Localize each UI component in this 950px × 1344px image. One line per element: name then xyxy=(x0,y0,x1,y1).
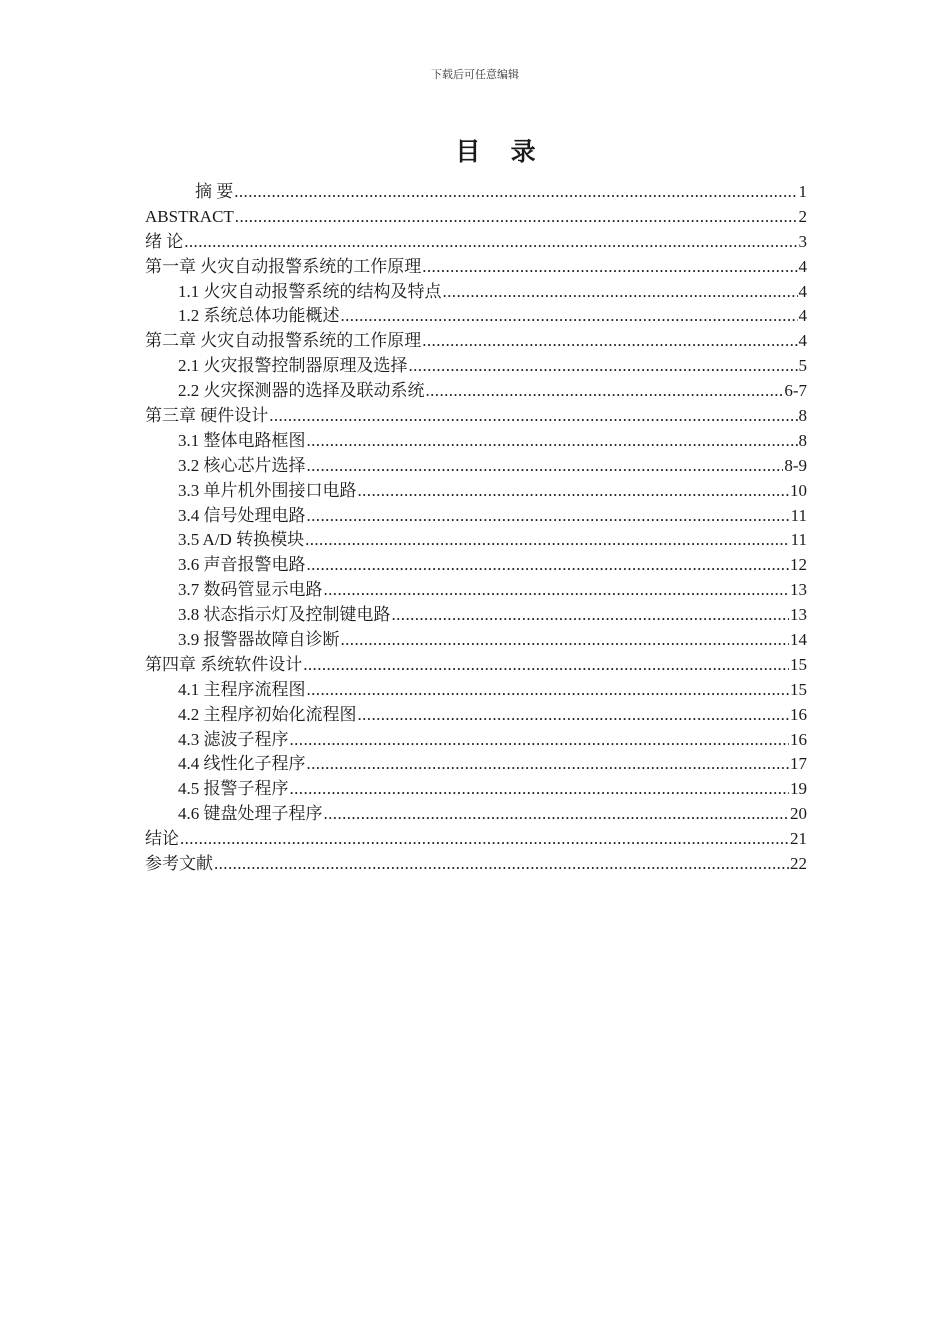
toc-dot-leader xyxy=(324,578,790,603)
toc-entry[interactable] xyxy=(145,379,807,404)
toc-entry-label: 2.2 火灾探测器的选择及联动系统 xyxy=(178,381,425,401)
toc-dot-leader xyxy=(426,379,784,404)
toc-entry[interactable] xyxy=(145,329,807,354)
toc-entry[interactable] xyxy=(145,603,807,628)
toc-entry-page: 11 xyxy=(790,530,807,550)
toc-entry[interactable] xyxy=(145,628,807,653)
toc-entry-label: 4.2 主程序初始化流程图 xyxy=(178,704,357,724)
toc-entry-label: 第二章 火灾自动报警系统的工作原理 xyxy=(145,331,422,351)
toc-entry-page: 20 xyxy=(790,804,807,824)
toc-entry-label: 3.2 核心芯片选择 xyxy=(178,455,306,475)
toc-entry-label: 第三章 硬件设计 xyxy=(145,406,269,426)
toc-entry-page: 1 xyxy=(798,182,807,201)
toc-dot-leader xyxy=(307,504,790,529)
toc-entry-label: 3.8 状态指示灯及控制键电路 xyxy=(178,605,391,625)
toc-entry-page: 14 xyxy=(790,630,807,650)
toc-entry[interactable] xyxy=(145,354,807,379)
toc-entry-page: 13 xyxy=(790,580,807,600)
toc-entry[interactable] xyxy=(145,404,807,429)
toc-entry-page: 13 xyxy=(790,605,807,625)
toc-entry[interactable] xyxy=(145,504,807,529)
toc-dot-leader xyxy=(443,280,798,305)
toc-entry-label: 3.7 数码管显示电路 xyxy=(178,580,323,600)
toc-entry-page: 15 xyxy=(790,679,807,699)
toc-dot-leader xyxy=(422,255,797,280)
toc-entry[interactable] xyxy=(145,528,807,553)
toc-entry[interactable] xyxy=(145,280,807,305)
toc-entry-page: 2 xyxy=(798,206,807,226)
toc-entry-page: 4 xyxy=(798,306,807,326)
toc-dot-leader xyxy=(341,628,790,653)
toc-entry[interactable] xyxy=(145,777,807,802)
toc-entry[interactable] xyxy=(145,205,807,230)
toc-dot-leader xyxy=(358,479,790,504)
toc-entry-page: 4 xyxy=(798,281,807,301)
toc-entry[interactable] xyxy=(145,802,807,827)
toc-dot-leader xyxy=(307,553,790,578)
toc-dot-leader xyxy=(290,728,790,753)
toc-entry-label: 结论 xyxy=(145,829,179,849)
toc-dot-leader xyxy=(290,777,790,802)
toc-dot-leader xyxy=(341,304,798,329)
toc-entry-page: 22 xyxy=(790,854,807,874)
toc-entry-page: 6-7 xyxy=(784,381,807,401)
toc-entry[interactable] xyxy=(145,230,807,255)
toc-dot-leader xyxy=(307,429,798,454)
toc-entry-page: 15 xyxy=(790,654,807,674)
toc-entry-page: 8 xyxy=(798,430,807,450)
toc-entry-label: 4.5 报警子程序 xyxy=(178,779,289,799)
toc-entry-page: 4 xyxy=(798,331,807,351)
toc-entry[interactable] xyxy=(145,255,807,280)
toc-dot-leader xyxy=(307,454,784,479)
toc-dot-leader xyxy=(392,603,790,628)
toc-dot-leader xyxy=(409,354,798,379)
toc-entry-page: 17 xyxy=(790,754,807,774)
toc-entry[interactable] xyxy=(145,429,807,454)
toc-entry-page: 8-9 xyxy=(784,455,807,475)
toc-dot-leader xyxy=(184,230,797,255)
toc-entry-label: 3.3 单片机外围接口电路 xyxy=(178,480,357,500)
toc-entry-page: 10 xyxy=(790,480,807,500)
toc-entry[interactable] xyxy=(145,752,807,777)
toc-dot-leader xyxy=(303,653,789,678)
toc-entry-label: 第一章 火灾自动报警系统的工作原理 xyxy=(145,256,422,276)
toc-title: 目 录 xyxy=(455,139,548,166)
toc-entry-label: 4.3 滤波子程序 xyxy=(178,729,289,749)
toc-entry-page: 5 xyxy=(798,356,807,376)
toc-entry[interactable] xyxy=(145,703,807,728)
toc-entry[interactable] xyxy=(145,180,807,205)
toc-entry[interactable] xyxy=(145,454,807,479)
toc-dot-leader xyxy=(234,180,797,205)
toc-entry-page: 16 xyxy=(790,729,807,749)
toc-entry-label: 3.6 声音报警电路 xyxy=(178,555,306,575)
toc-entry-label: 参考文献 xyxy=(145,854,213,874)
toc-entry-page: 16 xyxy=(790,704,807,724)
toc-entry-label: 4.6 键盘处理子程序 xyxy=(178,804,323,824)
toc-dot-leader xyxy=(358,703,790,728)
toc-entry[interactable] xyxy=(145,304,807,329)
toc-dot-leader xyxy=(180,827,789,852)
toc-entry-page: 12 xyxy=(790,555,807,575)
toc-entry-label: 2.1 火灾报警控制器原理及选择 xyxy=(178,356,408,376)
toc-entry-page: 11 xyxy=(790,505,807,525)
toc-dot-leader xyxy=(324,802,790,827)
toc-entry-label: 摘 要 xyxy=(195,182,234,201)
toc-entry-label: 3.9 报警器故障自诊断 xyxy=(178,630,340,650)
toc-entry-label: 4.1 主程序流程图 xyxy=(178,679,306,699)
toc-entry[interactable] xyxy=(145,827,807,852)
toc-entry-label: 1.1 火灾自动报警系统的结构及特点 xyxy=(178,281,442,301)
toc-dot-leader xyxy=(305,528,790,553)
toc-dot-leader xyxy=(214,852,789,877)
header-note: 下载后可任意编辑 xyxy=(431,69,519,81)
toc-dot-leader xyxy=(307,678,790,703)
toc-entry-label: 3.5 A/D 转换模块 xyxy=(178,530,305,550)
toc-entry[interactable] xyxy=(145,653,807,678)
toc-entry[interactable] xyxy=(145,553,807,578)
toc-dot-leader xyxy=(235,205,798,230)
toc-dot-leader xyxy=(422,329,797,354)
toc-dot-leader xyxy=(269,404,797,429)
toc-entry-label: 3.4 信号处理电路 xyxy=(178,505,306,525)
toc-entry-page: 19 xyxy=(790,779,807,799)
toc-entry-page: 8 xyxy=(798,406,807,426)
toc-entry-label: ABSTRACT xyxy=(145,206,234,226)
toc-entry-label: 4.4 线性化子程序 xyxy=(178,754,306,774)
table-of-contents xyxy=(145,180,807,877)
toc-entry-label: 第四章 系统软件设计 xyxy=(145,654,303,674)
toc-entry[interactable] xyxy=(145,728,807,753)
toc-entry[interactable] xyxy=(145,479,807,504)
toc-entry[interactable] xyxy=(145,852,807,877)
toc-entry[interactable] xyxy=(145,578,807,603)
toc-entry-label: 1.2 系统总体功能概述 xyxy=(178,306,340,326)
toc-dot-leader xyxy=(307,752,790,777)
toc-entry[interactable] xyxy=(145,678,807,703)
toc-entry-page: 21 xyxy=(790,829,807,849)
toc-entry-label: 3.1 整体电路框图 xyxy=(178,430,306,450)
toc-entry-page: 3 xyxy=(798,231,807,251)
toc-entry-label: 绪 论 xyxy=(145,231,184,251)
toc-entry-page: 4 xyxy=(798,256,807,276)
